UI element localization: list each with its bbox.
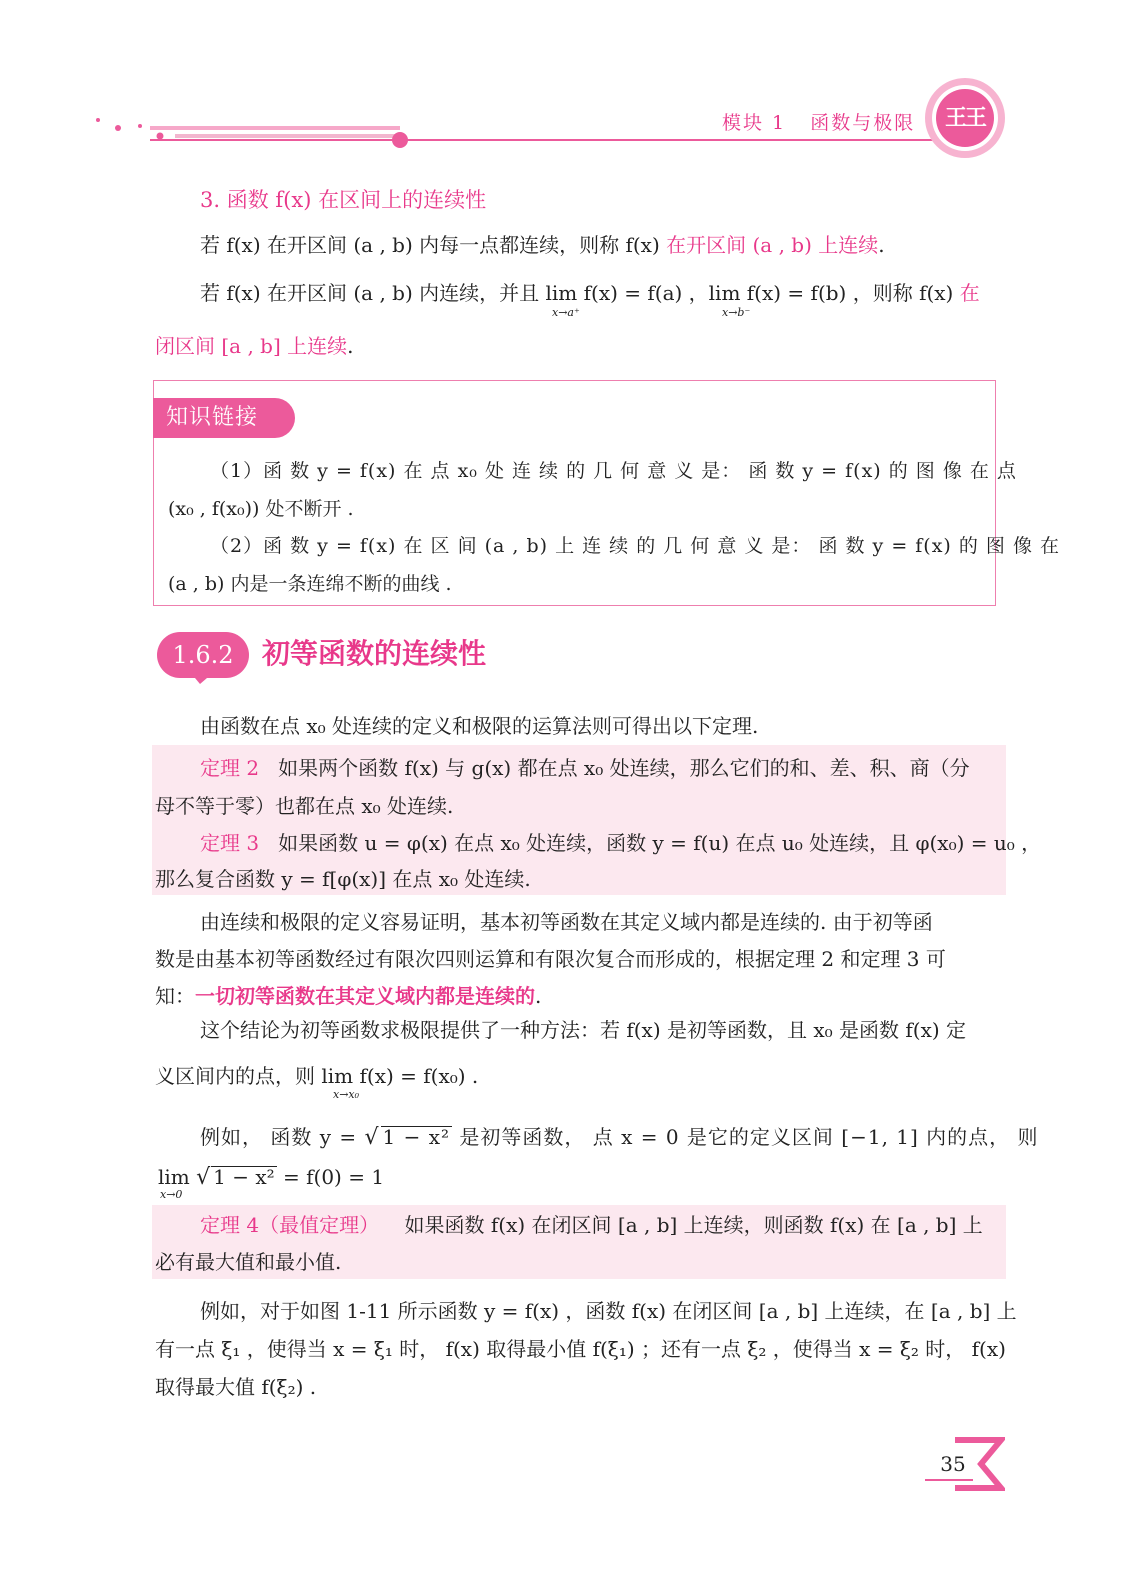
module-label: 模块 1	[722, 112, 787, 134]
paragraph-elementary-line1: 由连续和极限的定义容易证明，基本初等函数在其定义域内都是连续的. 由于初等函	[200, 910, 933, 934]
example1-line2	[158, 1164, 384, 1191]
example2-line2: 有一点 ξ₁ ，使得当 x = ξ₁ 时， f(x) 取得最小值 f(ξ₁) ；还有一点 ξ₂ ，使得当 x = ξ₂ 时， f(x)	[155, 1337, 1006, 1361]
section-number: 1.6.2	[172, 641, 234, 669]
ex1-radicand-2: 1 − x²	[213, 1165, 275, 1189]
example1-line1	[200, 1124, 1039, 1151]
ex1-result: = f(0) = 1	[276, 1165, 385, 1189]
ex1-lim: lim	[158, 1165, 190, 1189]
theorem3-text-a: 如果函数 u = φ(x) 在点 x₀ 处连续，函数 y = f(u) 在点 u₀ 处连续，且 φ(x₀) = u₀ ，	[278, 831, 1042, 855]
ex1-radicand: 1 − x²	[382, 1125, 451, 1149]
example2-line3: 取得最大值 f(ξ₂) .	[155, 1375, 317, 1399]
theorem2-text-a: 如果两个函数 f(x) 与 g(x) 都在点 x₀ 处连续，那么它们的和、差、积、商（分	[278, 756, 970, 780]
paragraph-method-line2	[155, 1063, 478, 1089]
theorem2-line2: 母不等于零）也都在点 x₀ 处连续.	[155, 794, 454, 818]
knowledge-item2-line1: （2）函 数 y = f(x) 在 区 间 (a , b) 上 连 续 的 几 何 意 义 是： 函 数 y = f(x) 的 图 像 在	[210, 535, 1061, 557]
chapter-label: 函数与极限	[810, 112, 916, 134]
p3-emphasis: 一切初等函数在其定义域内都是连续的	[195, 984, 535, 1008]
sqrt-icon-2: √	[196, 1165, 211, 1190]
theorem3-label: 定理 3	[200, 831, 260, 855]
p3-prefix: 知：	[155, 984, 195, 1008]
theorem3-line2: 那么复合函数 y = f[φ(x)] 在点 x₀ 处连续.	[155, 867, 531, 891]
theorem4-line1	[200, 1212, 983, 1238]
paragraph-method-line1: 这个结论为初等函数求极限提供了一种方法：若 f(x) 是初等函数，且 x₀ 是函数 f(x) 定	[200, 1018, 967, 1042]
theorem4-label: 定理 4（最值定理）	[200, 1213, 380, 1237]
p4-lim-subscript: x→x₀	[333, 1088, 360, 1101]
knowledge-tag-label: 知识链接	[166, 405, 259, 430]
subsection-title: 3. 函数 f(x) 在区间上的连续性	[200, 188, 487, 212]
page-number: 35	[940, 1452, 966, 1476]
p1-emphasis: 在开区间 (a , b) 上连续	[666, 233, 879, 257]
badge-pointer	[190, 672, 214, 686]
knowledge-item2-line2: (a , b) 内是一条连绵不断的曲线 .	[168, 573, 452, 595]
p1-text: 若 f(x) 在开区间 (a , b) 内每一点都连续，则称 f(x)	[200, 233, 667, 257]
theorem4-line2: 必有最大值和最小值.	[155, 1250, 342, 1274]
paragraph-closed-interval-line1	[200, 280, 980, 306]
knowledge-item1-line1: （1）函 数 y = f(x) 在 点 x₀ 处 连 续 的 几 何 意 义 是： 函 数 y = f(x) 的 图 像 在 点	[210, 460, 1017, 482]
p2-mid1: f(x) = f(a) ，	[577, 281, 709, 305]
intro-paragraph: 由函数在点 x₀ 处连续的定义和极限的运算法则可得出以下定理.	[200, 714, 759, 738]
header-decoration	[0, 0, 1127, 170]
p2-lim1: lim	[545, 281, 578, 305]
ex1-prefix: 例如， 函数 y =	[200, 1125, 365, 1149]
p2-lim2-subscript: x→b⁻	[722, 306, 751, 319]
p4-post: f(x) = f(x₀) .	[353, 1064, 479, 1088]
p2-lim1-subscript: x→a⁺	[552, 306, 580, 319]
p2-text: 若 f(x) 在开区间 (a , b) 内连续，并且	[200, 281, 546, 305]
running-header	[722, 108, 915, 135]
p2-end: .	[347, 334, 354, 358]
ex1-post: 是初等函数， 点 x = 0 是它的定义区间 [−1, 1] 内的点， 则	[452, 1125, 1039, 1149]
theorem2-line1	[200, 755, 970, 781]
section-title: 初等函数的连续性	[262, 637, 487, 670]
p1-end: .	[878, 233, 885, 257]
knowledge-item1-line2: (x₀ , f(x₀)) 处不断开 .	[168, 498, 354, 520]
logo-glyph: 王王	[944, 105, 985, 131]
p2-mid2: f(x) = f(b) ，则称 f(x)	[740, 281, 960, 305]
paragraph-open-interval	[200, 232, 885, 258]
p4-lim: lim	[321, 1064, 354, 1088]
module-logo-icon	[936, 98, 994, 138]
theorem3-line1	[200, 830, 1041, 856]
page-corner-decoration	[925, 1436, 1005, 1496]
p2-emphasis-b: 闭区间 [a , b] 上连续	[155, 334, 348, 358]
paragraph-elementary-line2: 数是由基本初等函数经过有限次四则运算和有限次复合而形成的，根据定理 2 和定理 3 可	[155, 947, 946, 971]
theorem4-text-a: 如果函数 f(x) 在闭区间 [a , b] 上连续，则函数 f(x) 在 [a , b] 上	[404, 1213, 983, 1237]
example2-line1: 例如，对于如图 1-11 所示函数 y = f(x) ，函数 f(x) 在闭区间 [a , b] 上连续，在 [a , b] 上	[200, 1299, 1017, 1323]
p2-emphasis-a: 在	[959, 281, 980, 305]
p3-end: .	[535, 984, 542, 1008]
ex1-lim-subscript: x→0	[160, 1188, 183, 1201]
p2-lim2: lim	[708, 281, 741, 305]
paragraph-elementary-line3	[155, 983, 541, 1009]
p4-prefix: 义区间内的点，则	[155, 1064, 322, 1088]
sqrt-icon: √	[364, 1125, 380, 1150]
theorem2-label: 定理 2	[200, 756, 260, 780]
paragraph-closed-interval-line2	[155, 333, 353, 359]
